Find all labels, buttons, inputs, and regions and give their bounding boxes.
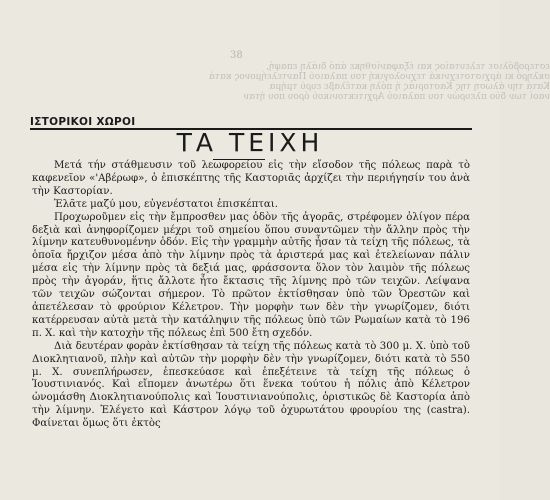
section-label: ΙΣΤΟΡΙΚΟΙ ΧΩΡΟΙ [30, 116, 136, 128]
bleed-through-text: εστεροβόλισε τελευταίος και έξαφανίσθηκε άπό διάλη επαφή, σκληρό κι άρχιστοτεχνικά τεχνολογική του παλαιού Παντελεήμονος κατά Κατά την άλωση της Καστοριάς ή πόλη κατέλαβε ευρύ τμήμα ναοί των δύο πλευρών του παλαιού Αρχιτεκτονικού όρου που ήταν [208, 62, 550, 102]
paragraph: Ἐλᾶτε μαζύ μου, εὐγενέστατοι ἐπισκέπται. [54, 198, 279, 210]
paragraph: Διὰ δευτέραν φορὰν ἐκτίσθησαν τὰ τείχη τῆς πόλεως κατὰ τὸ 300 μ. Χ. ὑπὸ τοῦ Διοκλητιανοῦ, πλὴν καὶ αὐτῶν τὴν μορφὴν δὲν τὴν γνωρίζομεν, διότι κατὰ τὸ 550 μ. Χ. συνεπλήρωσεν, ἐπεσκεύασε καὶ ἐπεξέτεινε τὰ τείχη τῆς πόλεως ὁ Ἰουστινιανός. Καὶ εἴπομεν ἀνωτέρω ὅτι ἕνεκα τούτου ἡ πόλις ἀπὸ Κέλετρον ὠνομάσθη Διοκλητιανούπολις καὶ Ἰουστινιανούπολις, ὁριστικῶς δὲ Καστορία ἀπὸ τὴν λίμνην. Ἐλέγετο καὶ Κάστρον λόγῳ τοῦ ὀχυρωτάτου φρουρίου της (castra). Φαίνεται ὅμως ὅτι ἐκτὸς [32, 340, 470, 430]
page-number: 38 [230, 50, 243, 61]
page-title: ΤΑ ΤΕΙΧΗ [176, 128, 324, 157]
article-body [32, 160, 470, 431]
paragraph: Προχωροῦμεν εἰς τὴν ἔμπροσθεν μας ὁδὸν τῆς ἀγορᾶς, στρέφομεν ὀλίγον πέρα δεξιὰ καὶ ἀνηφορίζομεν μέχρι τοῦ σημείου ὅπου συναντῶμεν τὴν ἄλλην πρὸς τὴν λίμνην κατευθυνομένην ὁδόν. Εἰς τὴν γραμμὴν αὐτῆς ἦσαν τὰ τείχη τῆς πόλεως, τὰ ὁποῖα ἤρχιζον μέσα ἀπὸ τὴν λίμνην πρὸς τὰ ἀριστερά μας καὶ ἐτελείωναν πάλιν μέσα εἰς τὴν λίμνην πρὸς τὰ δεξιά μας, φράσσοντα ὅλον τὸν λαιμὸν τῆς πόλεως πρὸς τὴν ἀγοράν, ἥτις ἄλλοτε ἦτο ἔκτασις τῆς λίμνης πρὸ τῶν τειχῶν. Λείψανα τῶν τειχῶν σώζονται σήμερον. Τὸ πρῶτον ἐκτίσθησαν ὑπὸ τῶν Ὀρεστῶν καὶ ἀπετέλεσαν τὸ φρούριον Κέλετρον. Τὴν μορφὴν των δὲν τὴν γνωρίζομεν, διότι κατέρρευσαν αὐτὰ μετὰ τὴν κατάληψιν τῆς πόλεως ὑπὸ τῶν Ρωμαίων κατὰ τὸ 196 π. Χ. καὶ τὴν κατοχὴν τῆς πόλεως ἐπὶ 500 ἔτη σχεδόν. [32, 211, 470, 339]
paragraph: Μετά τήν στάθμευσιν τοῦ λεωφορείου εἰς τὴν εἴσοδον τῆς πόλεως παρὰ τὸ καφενεῖον «'Αβέρωφ», ὁ ἐπισκέπτης τῆς Καστοριᾶς ἀρχίζει τὴν περιήγησίν του ἀνὰ τὴν Καστορίαν. [32, 160, 470, 197]
